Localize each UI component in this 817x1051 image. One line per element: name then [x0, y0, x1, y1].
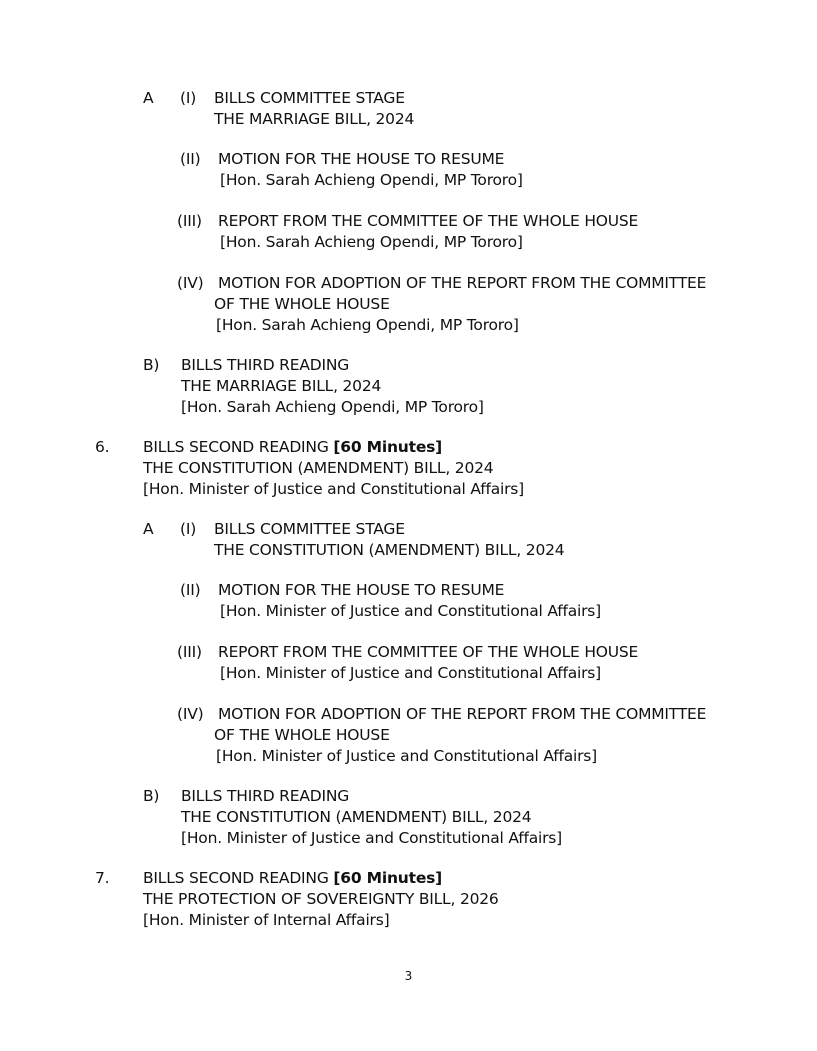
- sub-item-title-cont: OF THE WHOLE HOUSE: [214, 726, 390, 744]
- sub-item-title: MOTION FOR ADOPTION OF THE REPORT FROM THE COMMITTEE: [218, 274, 707, 292]
- item-title: BILLS SECOND READING: [143, 869, 334, 887]
- sub-item-title: MOTION FOR ADOPTION OF THE REPORT FROM THE COMMITTEE: [218, 705, 707, 723]
- bill-name: THE PROTECTION OF SOVEREIGNTY BILL, 2026: [143, 890, 499, 908]
- item-heading: [143, 437, 442, 457]
- mover-name: [Hon. Sarah Achieng Opendi, MP Tororo]: [220, 233, 523, 251]
- mover-name: [Hon. Minister of Justice and Constitutional Affairs]: [220, 664, 602, 682]
- sub-item-number: (III): [177, 643, 202, 661]
- sub-item-title: MOTION FOR THE HOUSE TO RESUME: [218, 581, 505, 599]
- bill-name: THE CONSTITUTION (AMENDMENT) BILL, 2024: [214, 541, 565, 559]
- item-heading: [143, 868, 442, 888]
- mover-name: [Hon. Sarah Achieng Opendi, MP Tororo]: [181, 398, 484, 416]
- part-b-title: BILLS THIRD READING: [181, 787, 350, 805]
- item-duration: [60 Minutes]: [333, 438, 443, 456]
- sub-item-title: BILLS COMMITTEE STAGE: [214, 520, 405, 538]
- bill-name: THE CONSTITUTION (AMENDMENT) BILL, 2024: [143, 459, 494, 477]
- part-b-letter: B): [143, 356, 160, 374]
- page-number: 3: [404, 969, 413, 983]
- bill-name: THE CONSTITUTION (AMENDMENT) BILL, 2024: [181, 808, 532, 826]
- sub-item-number: (I): [180, 520, 197, 538]
- sub-item-title: BILLS COMMITTEE STAGE: [214, 89, 405, 107]
- sub-item-title: REPORT FROM THE COMMITTEE OF THE WHOLE HOUSE: [218, 643, 639, 661]
- sub-item-title: MOTION FOR THE HOUSE TO RESUME: [218, 150, 505, 168]
- mover-name: [Hon. Minister of Justice and Constitutional Affairs]: [181, 829, 563, 847]
- item-number: 7.: [95, 869, 110, 887]
- item-duration: [60 Minutes]: [333, 869, 443, 887]
- sub-item-number: (IV): [177, 274, 204, 292]
- part-b-title: BILLS THIRD READING: [181, 356, 350, 374]
- mover-name: [Hon. Minister of Justice and Constitutional Affairs]: [216, 747, 598, 765]
- mover-name: [Hon. Sarah Achieng Opendi, MP Tororo]: [220, 171, 523, 189]
- bill-name: THE MARRIAGE BILL, 2024: [214, 110, 415, 128]
- sub-item-title-cont: OF THE WHOLE HOUSE: [214, 295, 390, 313]
- item-title: BILLS SECOND READING: [143, 438, 334, 456]
- sub-item-title: REPORT FROM THE COMMITTEE OF THE WHOLE HOUSE: [218, 212, 639, 230]
- bill-name: THE MARRIAGE BILL, 2024: [181, 377, 382, 395]
- sub-item-number: (II): [180, 150, 201, 168]
- mover-name: [Hon. Sarah Achieng Opendi, MP Tororo]: [216, 316, 519, 334]
- part-a-letter: A: [143, 520, 154, 538]
- sub-item-number: (II): [180, 581, 201, 599]
- sub-item-number: (I): [180, 89, 197, 107]
- part-a-letter: A: [143, 89, 154, 107]
- sub-item-number: (III): [177, 212, 202, 230]
- part-b-letter: B): [143, 787, 160, 805]
- mover-name: [Hon. Minister of Justice and Constitutional Affairs]: [143, 480, 525, 498]
- mover-name: [Hon. Minister of Internal Affairs]: [143, 911, 390, 929]
- item-number: 6.: [95, 438, 110, 456]
- sub-item-number: (IV): [177, 705, 204, 723]
- mover-name: [Hon. Minister of Justice and Constitutional Affairs]: [220, 602, 602, 620]
